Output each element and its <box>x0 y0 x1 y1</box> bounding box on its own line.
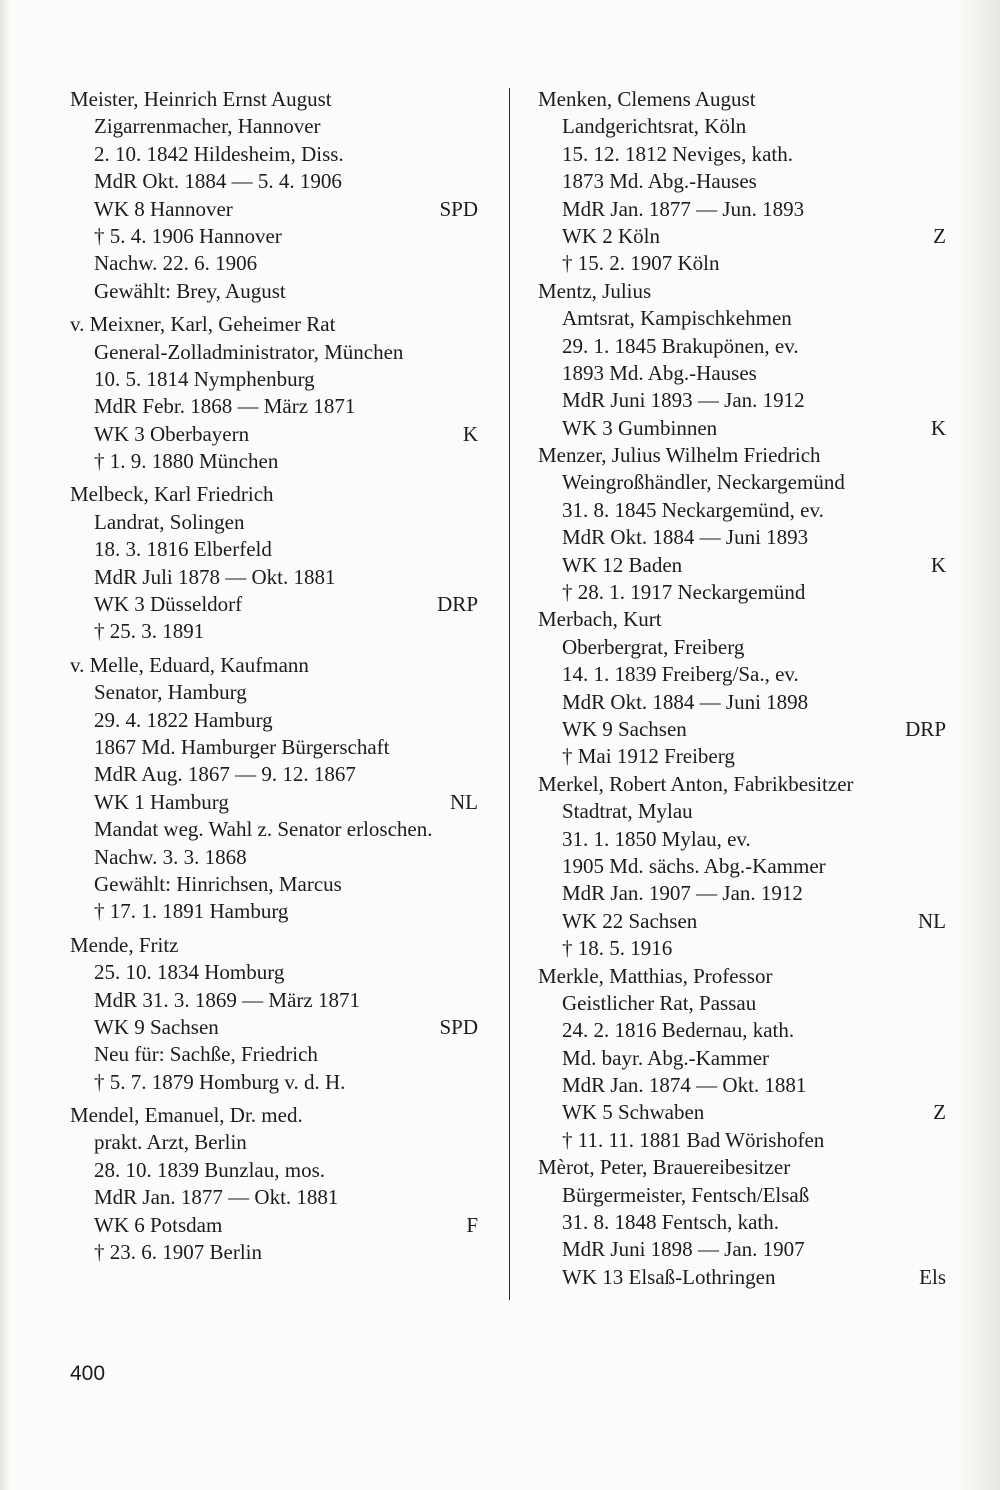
entry-text: 10. 5. 1814 Nymphenburg <box>94 366 315 391</box>
entry-detail-line <box>538 880 946 907</box>
entry-detail-line <box>538 469 946 496</box>
entry-text: 29. 4. 1822 Hamburg <box>94 707 273 732</box>
entry-detail-line <box>538 1045 946 1072</box>
party-label: NL <box>450 789 478 814</box>
entry-text: MdR Aug. 1867 — 9. 12. 1867 <box>94 762 356 787</box>
entry-detail-line <box>70 618 478 645</box>
entry-text: Gewählt: Hinrichsen, Marcus <box>94 871 342 896</box>
party-label: K <box>462 421 478 446</box>
entry-text: † 23. 6. 1907 Berlin <box>94 1240 262 1265</box>
entry-text: 1893 Md. Abg.-Hauses <box>562 360 757 385</box>
entry-text: Geistlicher Rat, Passau <box>562 990 757 1015</box>
entry-text: Menken, Clemens August <box>538 87 756 111</box>
entry-detail-line <box>70 509 478 536</box>
entry-text: 1905 Md. sächs. Abg.-Kammer <box>562 853 826 878</box>
entry-detail-line <box>70 816 478 843</box>
entry-text: MdR Jan. 1907 — Jan. 1912 <box>562 881 803 906</box>
entry-text: Bürgermeister, Fentsch/Elsaß <box>562 1182 810 1207</box>
entry-detail-line <box>538 1209 946 1236</box>
entry-text: † 25. 3. 1891 <box>94 619 205 644</box>
entry-name-line <box>538 771 946 798</box>
entry-detail-line <box>538 552 946 579</box>
entry-detail-line <box>538 141 946 168</box>
party-label: Z <box>933 223 946 248</box>
entry-text: Merkel, Robert Anton, Fabrikbesitzer <box>538 771 854 796</box>
entry-text: † 5. 4. 1906 Hannover <box>94 223 282 248</box>
entry-name-line <box>70 1102 478 1129</box>
entry-text: MdR Okt. 1884 — Juni 1893 <box>562 525 809 550</box>
entry-detail-line <box>70 393 478 420</box>
party-label: DRP <box>905 716 946 741</box>
entry-detail-line <box>70 987 478 1014</box>
entry-detail-line <box>70 1239 478 1266</box>
entry-text: Melbeck, Karl Friedrich <box>70 482 274 507</box>
entry-text: † 15. 2. 1907 Köln <box>562 251 720 276</box>
entry-text: † 5. 7. 1879 Homburg v. d. H. <box>94 1069 346 1094</box>
entry-text: Gewählt: Brey, August <box>94 278 286 303</box>
entry-text: MdR Jan. 1874 — Okt. 1881 <box>562 1073 807 1098</box>
entry-detail-line <box>70 536 478 563</box>
entry-detail-line <box>70 1041 478 1068</box>
entry-text: 28. 10. 1839 Bunzlau, mos. <box>94 1157 325 1182</box>
entry-detail-line <box>538 497 946 524</box>
entry-detail-line <box>70 196 478 223</box>
entry-detail-line <box>538 935 946 962</box>
entry-text: WK 3 Gumbinnen <box>562 415 718 440</box>
left-column <box>70 86 478 1266</box>
entry-text: WK 9 Sachsen <box>562 716 687 741</box>
entry-text: 1867 Md. Hamburger Bürgerschaft <box>94 734 390 759</box>
entry-text: WK 8 Hannover <box>94 196 233 221</box>
entry-detail-line <box>538 1127 946 1154</box>
entry-detail-line <box>538 113 946 140</box>
entry-name-line <box>538 963 946 990</box>
entry-text: 2. 10. 1842 Hildesheim, Diss. <box>94 141 344 166</box>
entry-detail-line <box>538 798 946 825</box>
entry-detail-line <box>70 1184 478 1211</box>
entry-detail-line <box>538 250 946 277</box>
entry-text: Amtsrat, Kampischkehmen <box>562 306 792 331</box>
entry-name-line <box>70 652 478 679</box>
entry-text: Landrat, Solingen <box>94 509 245 534</box>
entry-text: Nachw. 22. 6. 1906 <box>94 251 258 276</box>
entry-detail-line <box>70 844 478 871</box>
entry-text: † 28. 1. 1917 Neckargemünd <box>562 580 806 605</box>
entry-detail-line <box>70 1129 478 1156</box>
page-edge-shadow-left <box>0 0 10 1490</box>
entry-text: MdR Juni 1893 — Jan. 1912 <box>562 388 805 413</box>
entry-text: 25. 10. 1834 Homburg <box>94 960 285 985</box>
entry-text: Meister, Heinrich Ernst August <box>70 87 332 111</box>
entry-detail-line <box>70 591 478 618</box>
party-label: K <box>930 552 946 577</box>
entry-text: WK 9 Sachsen <box>94 1014 219 1039</box>
entry-text: Landgerichtsrat, Köln <box>562 114 747 139</box>
entry-detail-line <box>70 898 478 925</box>
entry-text: WK 1 Hamburg <box>94 789 229 814</box>
entry-text: † Mai 1912 Freiberg <box>562 744 735 769</box>
right-column <box>538 86 946 1291</box>
entry-text: 24. 2. 1816 Bedernau, kath. <box>562 1018 795 1043</box>
entry-detail-line <box>70 421 478 448</box>
entry-detail-line <box>538 689 946 716</box>
entry-text: 18. 3. 1816 Elberfeld <box>94 537 272 562</box>
page-edge-shadow-right <box>958 0 1000 1490</box>
entry-text: General-Zolladministrator, München <box>94 339 404 364</box>
entry-text: 15. 12. 1812 Neviges, kath. <box>562 141 793 166</box>
entry-detail-line <box>70 1069 478 1096</box>
entry-text: WK 3 Oberbayern <box>94 421 250 446</box>
entry-detail-line <box>70 564 478 591</box>
entry-detail-line <box>70 223 478 250</box>
page-number: 400 <box>70 1362 106 1385</box>
entry-text: WK 5 Schwaben <box>562 1100 705 1125</box>
entry-text: Merbach, Kurt <box>538 607 662 632</box>
party-label: NL <box>918 908 946 933</box>
party-label: Els <box>919 1264 946 1289</box>
entry-detail-line <box>538 990 946 1017</box>
entry-text: MdR 31. 3. 1869 — März 1871 <box>94 987 360 1012</box>
entry-text: Merkle, Matthias, Professor <box>538 963 773 988</box>
party-label: K <box>930 415 946 440</box>
entry-name-line <box>70 932 478 959</box>
entry-text: Neu für: Sachße, Friedrich <box>94 1042 318 1067</box>
entry-text: MdR Juli 1878 — Okt. 1881 <box>94 564 336 589</box>
entry-text: MdR Okt. 1884 — 5. 4. 1906 <box>94 169 342 194</box>
entry-detail-line <box>70 168 478 195</box>
entry-text: 14. 1. 1839 Freiberg/Sa., ev. <box>562 662 799 687</box>
entry-name-line <box>538 442 946 469</box>
entry-detail-line <box>70 141 478 168</box>
entry-detail-line <box>538 634 946 661</box>
entry-detail-line <box>70 113 478 140</box>
entry-detail-line <box>538 524 946 551</box>
entry-text: MdR Okt. 1884 — Juni 1898 <box>562 689 809 714</box>
entry-name-line <box>538 1154 946 1181</box>
party-label: Z <box>933 1100 946 1125</box>
entry-detail-line <box>538 1072 946 1099</box>
entry-text: Mandat weg. Wahl z. Senator erloschen. <box>94 817 433 842</box>
entry-text: WK 2 Köln <box>562 223 660 248</box>
entry-detail-line <box>70 1212 478 1239</box>
entry-name-line <box>70 481 478 508</box>
party-label: SPD <box>439 1014 478 1039</box>
entry-name-line <box>70 86 478 113</box>
entry-text: v. Meixner, Karl, Geheimer Rat <box>70 312 336 337</box>
entry-text: WK 22 Sachsen <box>562 908 698 933</box>
party-label: SPD <box>439 196 478 221</box>
entry-text: 29. 1. 1845 Brakupönen, ev. <box>562 333 799 358</box>
entry-text: 1873 Md. Abg.-Hauses <box>562 169 757 194</box>
entry-text: † 11. 11. 1881 Bad Wörishofen <box>562 1127 825 1152</box>
entry-text: Mentz, Julius <box>538 278 652 303</box>
entry-detail-line <box>538 1099 946 1126</box>
entry-text: 31. 8. 1845 Neckargemünd, ev. <box>562 497 824 522</box>
entry-detail-line <box>70 789 478 816</box>
entry-text: WK 3 Düsseldorf <box>94 592 243 617</box>
entry-text: Md. bayr. Abg.-Kammer <box>562 1045 770 1070</box>
entry-detail-line <box>538 1264 946 1291</box>
entry-text: Nachw. 3. 3. 1868 <box>94 844 247 869</box>
entry-detail-line <box>538 196 946 223</box>
entry-detail-line <box>538 387 946 414</box>
entry-text: WK 12 Baden <box>562 552 683 577</box>
entry-text: Mendel, Emanuel, Dr. med. <box>70 1103 303 1128</box>
entry-detail-line <box>538 168 946 195</box>
entry-text: Zigarrenmacher, Hannover <box>94 114 321 139</box>
entry-detail-line <box>70 1014 478 1041</box>
entry-detail-line <box>538 716 946 743</box>
entry-detail-line <box>538 826 946 853</box>
entry-detail-line <box>538 908 946 935</box>
entry-detail-line <box>70 679 478 706</box>
entry-text: MdR Juni 1898 — Jan. 1907 <box>562 1237 805 1262</box>
entry-detail-line <box>70 366 478 393</box>
entry-text: prakt. Arzt, Berlin <box>94 1130 247 1155</box>
entry-detail-line <box>70 339 478 366</box>
entry-text: MdR Febr. 1868 — März 1871 <box>94 394 356 419</box>
entry-text: † 18. 5. 1916 <box>562 936 673 961</box>
entry-detail-line <box>70 278 478 305</box>
entry-name-line <box>538 606 946 633</box>
entry-text: Menzer, Julius Wilhelm Friedrich <box>538 443 821 468</box>
entry-detail-line <box>70 448 478 475</box>
entry-detail-line <box>538 305 946 332</box>
entry-detail-line <box>538 743 946 770</box>
entry-text: v. Melle, Eduard, Kaufmann <box>70 652 309 677</box>
entry-detail-line <box>538 415 946 442</box>
entry-detail-line <box>538 661 946 688</box>
entry-text: † 1. 9. 1880 München <box>94 449 279 474</box>
entry-text: MdR Jan. 1877 — Okt. 1881 <box>94 1185 339 1210</box>
entry-text: 31. 8. 1848 Fentsch, kath. <box>562 1210 779 1235</box>
entry-text: WK 6 Potsdam <box>94 1212 223 1237</box>
entry-text: † 17. 1. 1891 Hamburg <box>94 899 289 924</box>
entry-name-line <box>70 311 478 338</box>
entry-detail-line <box>70 734 478 761</box>
party-label: F <box>466 1212 478 1237</box>
entry-text: Mèrot, Peter, Brauereibesitzer <box>538 1155 791 1180</box>
entry-name-line <box>538 86 946 113</box>
party-label: DRP <box>437 592 478 617</box>
entry-text: Oberbergrat, Freiberg <box>562 634 745 659</box>
entry-detail-line <box>70 959 478 986</box>
entry-text: Senator, Hamburg <box>94 680 247 705</box>
entry-detail-line <box>538 360 946 387</box>
entry-detail-line <box>538 1182 946 1209</box>
entry-detail-line <box>70 761 478 788</box>
entry-detail-line <box>538 333 946 360</box>
entry-name-line <box>538 278 946 305</box>
entry-text: 31. 1. 1850 Mylau, ev. <box>562 826 751 851</box>
entry-detail-line <box>538 579 946 606</box>
entry-detail-line <box>538 1236 946 1263</box>
entry-detail-line <box>538 1017 946 1044</box>
entry-text: Stadtrat, Mylau <box>562 799 693 824</box>
entry-detail-line <box>538 853 946 880</box>
entry-detail-line <box>70 250 478 277</box>
entry-detail-line <box>70 1157 478 1184</box>
entry-detail-line <box>538 223 946 250</box>
column-divider <box>509 88 510 1300</box>
entry-text: WK 13 Elsaß-Lothringen <box>562 1264 776 1289</box>
entry-text: Mende, Fritz <box>70 932 179 957</box>
entry-detail-line <box>70 707 478 734</box>
entry-detail-line <box>70 871 478 898</box>
entry-text: MdR Jan. 1877 — Jun. 1893 <box>562 196 805 221</box>
entry-text: Weingroßhändler, Neckargemünd <box>562 470 845 495</box>
